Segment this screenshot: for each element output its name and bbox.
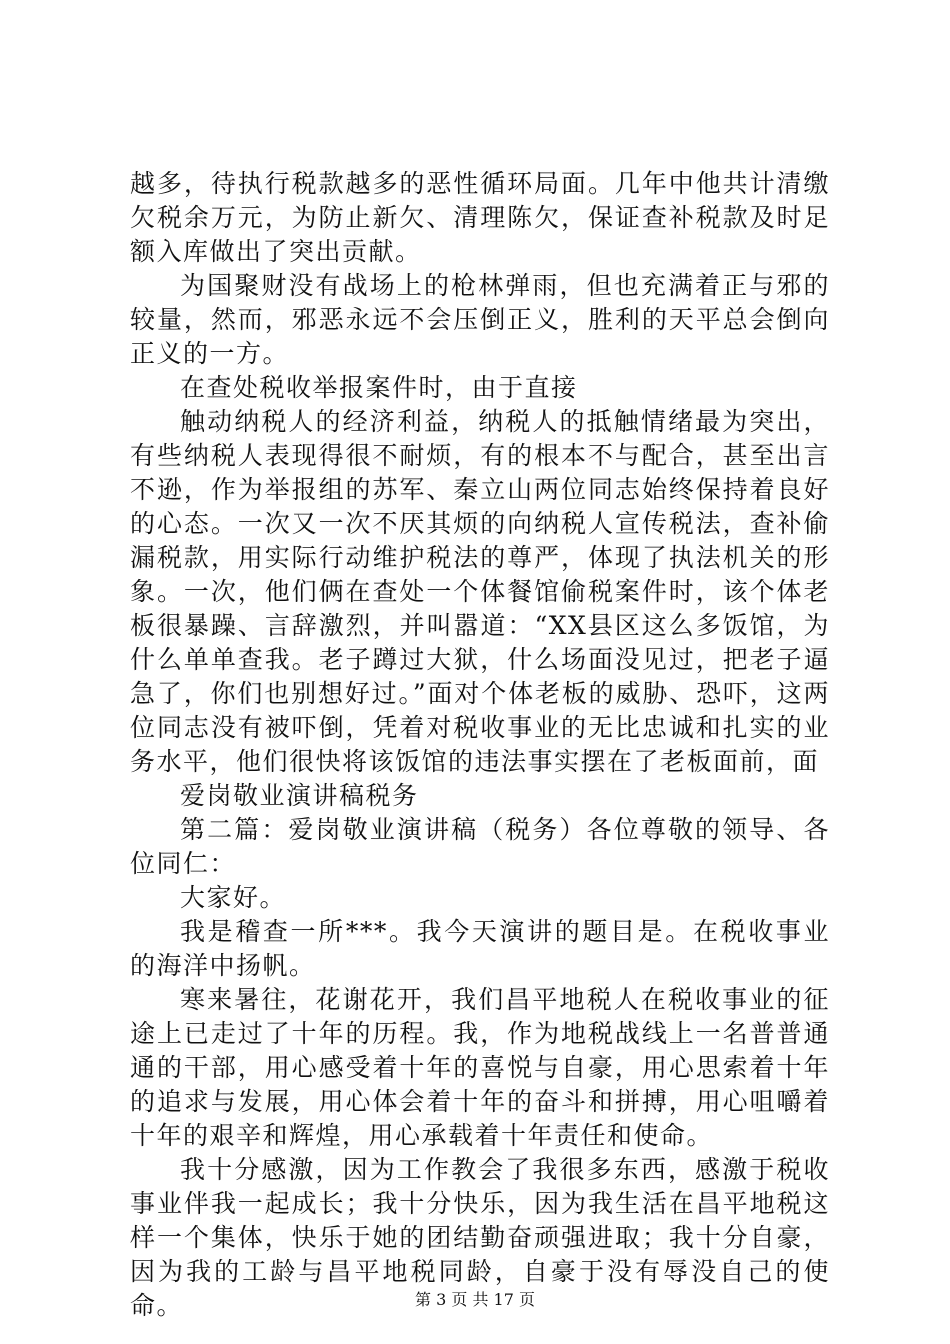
page-number: 第 3 页 共 17 页	[415, 1290, 535, 1309]
paragraph-7: 大家好。	[180, 883, 287, 912]
paragraph-6: 第二篇：爱岗敬业演讲稿（税务）各位尊敬的领导、各位同仁：	[130, 815, 830, 878]
page-footer	[0, 1290, 950, 1310]
paragraph-10: 我十分感激，因为工作教会了我很多东西，感激于税收事业伴我一起成长；我十分快乐，因为我生活在昌平地税这样一个集体，快乐于她的团结勤奋顽强进取；我十分自豪，因为我的工龄与昌平地税同龄，自豪于没有辱没自己的使命。	[130, 1155, 830, 1320]
section-heading: 爱岗敬业演讲稿税务	[180, 781, 419, 810]
paragraph-9: 寒来暑往，花谢花开，我们昌平地税人在税收事业的征途上已走过了十年的历程。我，作为地税战线上一名普普通通的干部，用心感受着十年的喜悦与自豪，用心思索着十年的追求与发展，用心体会着十年的奋斗和拼搏，用心咀嚼着十年的艰辛和辉煌，用心承载着十年责任和使命。	[130, 985, 830, 1150]
document-body	[130, 167, 830, 1323]
paragraph-4: 触动纳税人的经济利益，纳税人的抵触情绪最为突出，有些纳税人表现得很不耐烦，有的根本不与配合，甚至出言不逊，作为举报组的苏军、秦立山两位同志始终保持着良好的心态。一次又一次不厌其烦的向纳税人宣传税法，查补偷漏税款，用实际行动维护税法的尊严，体现了执法机关的形象。一次，他们俩在查处一个体餐馆偷税案件时，该个体老板很暴躁、言辞激烈，并叫嚣道：“XX县区这么多饭馆，为什么单单查我。老子蹲过大狱，什么场面没见过，把老子逼急了，你们也别想好过。”面对个体老板的威胁、恐吓，这两位同志没有被吓倒，凭着对税收事业的无比忠诚和扎实的业务水平，他们很快将该饭馆的违法事实摆在了老板面前，面	[130, 407, 830, 776]
paragraph-3: 在查处税收举报案件时，由于直接	[180, 373, 578, 402]
paragraph-2: 为国聚财没有战场上的枪林弹雨，但也充满着正与邪的较量，然而，邪恶永远不会压倒正义，胜利的天平总会倒向正义的一方。	[130, 271, 830, 368]
paragraph-8: 我是稽查一所***。我今天演讲的题目是。在税收事业的海洋中扬帆。	[130, 917, 830, 980]
paragraph-1: 越多，待执行税款越多的恶性循环局面。几年中他共计清缴欠税余万元，为防止新欠、清理陈欠，保证查补税款及时足额入库做出了突出贡献。	[130, 169, 830, 266]
